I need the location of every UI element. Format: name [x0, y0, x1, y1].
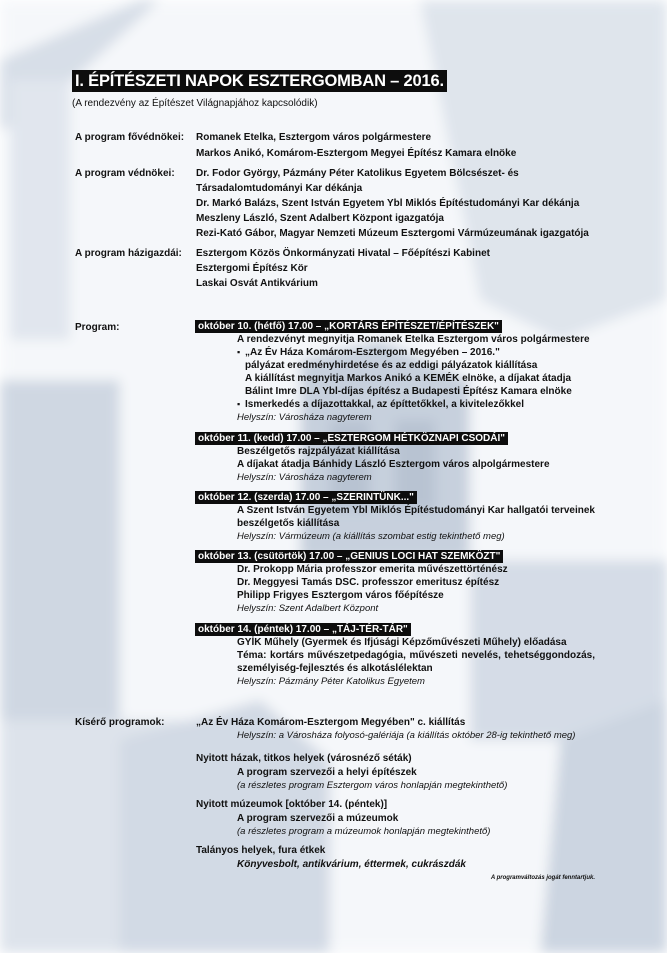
supporter-line: Dr. Fodor György, Pázmány Péter Katolikus Egyetem Bölcsészet- és	[196, 168, 519, 179]
event-line: A díjakat átadja Bánhidy László Esztergom város alpolgármestere	[237, 459, 550, 470]
event-line: Beszélgetős rajzpályázat kiállítása	[237, 446, 400, 457]
event-line: Dr. Prokopp Mária professzor emerita művészettörténész	[237, 564, 508, 575]
bullet-icon: ▪	[237, 399, 241, 409]
side-program-title: „Az Év Háza Komárom-Esztergom Megyében" c. kiállítás	[196, 717, 466, 728]
event-location: Helyszín: Szent Adalbert Központ	[237, 603, 379, 614]
event-line: A kiállítást megnyitja Markos Anikó a KEMÉK elnöke, a díjakat átadja	[245, 373, 572, 384]
event-location: Helyszín: Pázmány Péter Katolikus Egyetem	[237, 676, 425, 687]
event-location: Helyszín: Városháza nagyterem	[237, 412, 372, 423]
day-header-oct14: október 14. (péntek) 17.00 – „TÁJ-TÉR-TÁR"	[195, 623, 411, 636]
side-program-detail: Helyszín: a Városháza folyosó-galériája (a kiállítás október 28-ig tekinthető meg)	[237, 730, 576, 741]
event-line: pályázat eredményhirdetése és az eddigi pályázatok kiállítása	[245, 360, 538, 371]
side-programs-label: Kísérő programok:	[75, 717, 165, 728]
day-header-oct11: október 11. (kedd) 17.00 – „ESZTERGOM HÉTKÖZNAPI CSODÁI"	[195, 432, 508, 445]
event-location: Helyszín: Városháza nagyterem	[237, 472, 372, 483]
event-line: Téma: kortárs művészetpedagógia, művészeti nevelés, tehetséggondozás,	[237, 650, 595, 661]
supporter-line: Dr. Markó Balázs, Szent István Egyetem Ybl Miklós Építéstudományi Kar dékánja	[196, 198, 580, 209]
event-line: személyiség-fejlesztés és alkotáslélektan	[237, 663, 433, 674]
patron-line: Romanek Etelka, Esztergom város polgármestere	[196, 132, 432, 143]
hosts-label: A program házigazdái:	[75, 248, 182, 259]
side-program-detail: (a részletes program a múzeumok honlapján megtekinthető)	[237, 826, 491, 837]
bullet-icon: ▪	[237, 347, 241, 357]
program-label: Program:	[75, 322, 120, 333]
side-program-sub: Könyvesbolt, antikvárium, éttermek, cukrászdák	[237, 859, 466, 870]
side-program-sub: A program szervezői a helyi építészek	[237, 767, 417, 778]
event-line: A Szent István Egyetem Ybl Miklós Építéstudományi Kar hallgatói terveinek	[237, 505, 595, 516]
event-line: A rendezvényt megnyitja Romanek Etelka Esztergom város polgármestere	[237, 334, 590, 345]
day-header-oct12: október 12. (szerda) 17.00 – „SZERINTÜNK..."	[195, 491, 417, 504]
event-line: Bálint Imre DLA Ybl-díjas építész a Budapesti Építész Kamara elnöke	[245, 386, 572, 397]
footer-note: A programváltozás jogát fenntartjuk.	[490, 875, 595, 881]
page-title: I. ÉPÍTÉSZETI NAPOK ESZTERGOMBAN – 2016.	[72, 70, 447, 92]
side-program-sub: A program szervezői a múzeumok	[237, 813, 399, 824]
host-line: Laskai Osvát Antikvárium	[196, 278, 318, 289]
event-line: Ismerkedés a díjazottakkal, az építtetőkkel, a kivitelezőkkel	[245, 399, 525, 410]
patron-line: Markos Anikó, Komárom-Esztergom Megyei Építész Kamara elnöke	[196, 148, 517, 159]
event-line: Dr. Meggyesi Tamás DSC. professzor emeritusz építész	[237, 577, 500, 588]
page-subtitle: (A rendezvény az Építészet Világnapjához kapcsolódik)	[72, 98, 318, 109]
event-line: beszélgetős kiállítása	[237, 518, 340, 529]
side-program-title: Nyitott múzeumok [október 14. (péntek)]	[196, 799, 388, 810]
side-program-title: Nyitott házak, titkos helyek (városnéző séták)	[196, 753, 412, 764]
supporter-line: Társadalomtudományi Kar dékánja	[196, 183, 363, 194]
side-program-title: Talányos helyek, fura étkek	[196, 845, 326, 856]
event-line: Philipp Frigyes Esztergom város főépítésze	[237, 590, 444, 601]
event-line: „Az Év Háza Komárom-Esztergom Megyében – 2016."	[245, 347, 500, 358]
event-line: GYİK Műhely (Gyermek és Ifjúsági Képzőművészeti Műhely) előadása	[237, 637, 567, 648]
supporter-line: Meszleny László, Szent Adalbert Központ igazgatója	[196, 213, 444, 224]
day-header-oct10: október 10. (hétfő) 17.00 – „KORTÁRS ÉPÍTÉSZET/ÉPÍTÉSZEK"	[195, 320, 502, 333]
event-location: Helyszín: Vármúzeum (a kiállítás szombat estig tekinthető meg)	[237, 531, 505, 542]
day-header-oct13: október 13. (csütörtök) 17.00 – „GENIUS LOCI HAT SZEMKÖZT"	[195, 550, 503, 563]
host-line: Esztergomi Építész Kör	[196, 263, 308, 274]
patrons-label: A program fővédnökei:	[75, 132, 185, 143]
host-line: Esztergom Közös Önkormányzati Hivatal – Főépítészi Kabinet	[196, 248, 490, 259]
supporter-line: Rezi-Kató Gábor, Magyar Nemzeti Múzeum Esztergomi Vármúzeumának igazgatója	[196, 228, 589, 239]
supporters-label: A program védnökei:	[75, 168, 175, 179]
side-program-detail: (a részletes program Esztergom város honlapján megtekinthető)	[237, 780, 508, 791]
